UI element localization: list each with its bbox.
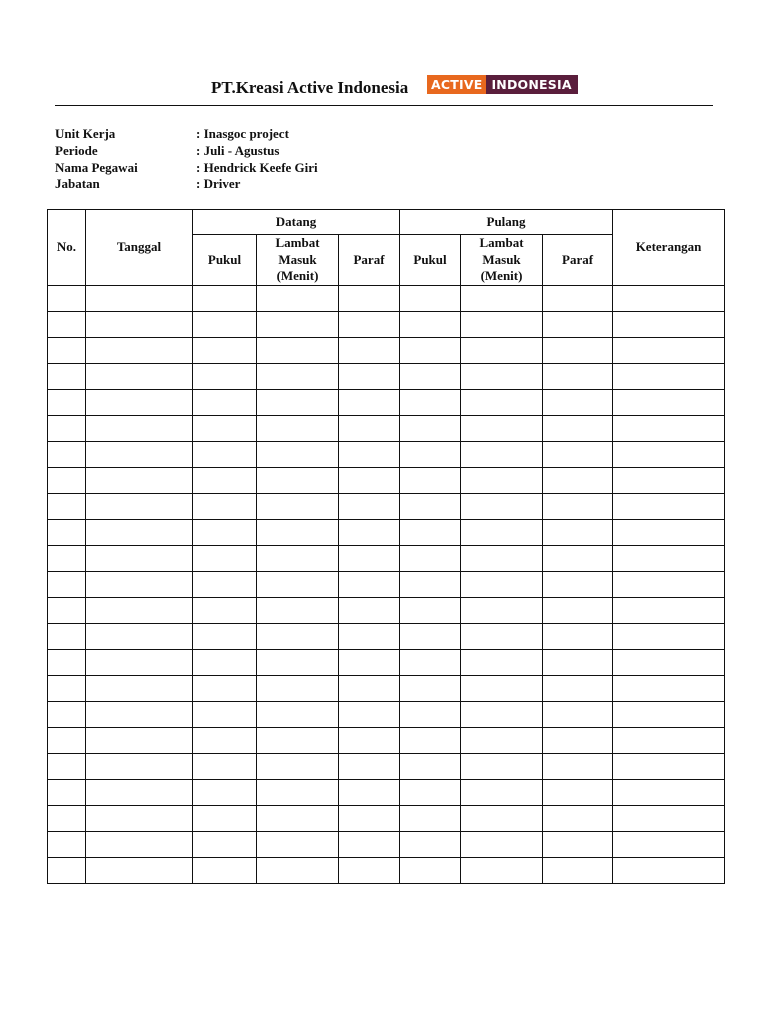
cell-tanggal [86, 416, 193, 442]
logo-active-text: ACTIVE [427, 75, 486, 94]
table-row [48, 806, 725, 832]
cell-datang-paraf [339, 572, 400, 598]
cell-pulang-paraf [543, 676, 613, 702]
info-label: Unit Kerja [55, 126, 116, 141]
cell-datang-lambat [257, 468, 339, 494]
cell-datang-lambat [257, 364, 339, 390]
table-row [48, 520, 725, 546]
cell-datang-paraf [339, 598, 400, 624]
cell-pulang-lambat [461, 468, 543, 494]
document-header [0, 72, 768, 104]
cell-no [48, 312, 86, 338]
cell-pulang-paraf [543, 624, 613, 650]
cell-datang-paraf [339, 728, 400, 754]
cell-datang-pukul [193, 468, 257, 494]
cell-keterangan [613, 572, 725, 598]
cell-no [48, 598, 86, 624]
cell-tanggal [86, 858, 193, 884]
cell-tanggal [86, 572, 193, 598]
active-indonesia-logo [427, 75, 578, 94]
cell-datang-pukul [193, 858, 257, 884]
col-header-no: No. [48, 210, 86, 286]
cell-tanggal [86, 728, 193, 754]
table-row [48, 364, 725, 390]
cell-pulang-lambat [461, 728, 543, 754]
cell-pulang-pukul [400, 416, 461, 442]
logo-indonesia-text: INDONESIA [486, 75, 577, 94]
table-row [48, 286, 725, 312]
cell-keterangan [613, 520, 725, 546]
cell-pulang-lambat [461, 546, 543, 572]
cell-pulang-paraf [543, 442, 613, 468]
col-header-datang-paraf: Paraf [339, 235, 400, 286]
table-row [48, 468, 725, 494]
table-row [48, 598, 725, 624]
cell-datang-pukul [193, 286, 257, 312]
cell-tanggal [86, 832, 193, 858]
cell-pulang-pukul [400, 676, 461, 702]
lambat-line: Masuk [482, 251, 521, 267]
cell-datang-lambat [257, 546, 339, 572]
cell-pulang-lambat [461, 520, 543, 546]
cell-datang-paraf [339, 494, 400, 520]
cell-datang-pukul [193, 494, 257, 520]
cell-pulang-pukul [400, 780, 461, 806]
cell-datang-lambat [257, 338, 339, 364]
cell-no [48, 858, 86, 884]
cell-keterangan [613, 676, 725, 702]
cell-pulang-paraf [543, 416, 613, 442]
cell-datang-lambat [257, 312, 339, 338]
info-row-nama-pegawai [55, 160, 318, 177]
cell-datang-paraf [339, 780, 400, 806]
cell-datang-pukul [193, 572, 257, 598]
col-header-datang: Datang [193, 210, 400, 235]
cell-datang-lambat [257, 858, 339, 884]
cell-datang-paraf [339, 364, 400, 390]
info-value: : Inasgoc project [196, 126, 289, 141]
cell-no [48, 468, 86, 494]
cell-pulang-lambat [461, 858, 543, 884]
employee-info [55, 126, 318, 193]
cell-datang-paraf [339, 390, 400, 416]
cell-pulang-paraf [543, 728, 613, 754]
cell-pulang-pukul [400, 468, 461, 494]
cell-no [48, 728, 86, 754]
cell-pulang-lambat [461, 572, 543, 598]
cell-tanggal [86, 494, 193, 520]
cell-pulang-paraf [543, 806, 613, 832]
cell-datang-paraf [339, 442, 400, 468]
attendance-table [47, 209, 725, 884]
cell-pulang-lambat [461, 364, 543, 390]
cell-tanggal [86, 598, 193, 624]
cell-pulang-paraf [543, 338, 613, 364]
info-value: : Juli - Agustus [196, 142, 280, 158]
cell-tanggal [86, 312, 193, 338]
cell-pulang-pukul [400, 754, 461, 780]
cell-pulang-paraf [543, 832, 613, 858]
cell-datang-lambat [257, 676, 339, 702]
cell-pulang-lambat [461, 806, 543, 832]
cell-datang-paraf [339, 338, 400, 364]
cell-no [48, 546, 86, 572]
cell-datang-pukul [193, 546, 257, 572]
cell-keterangan [613, 286, 725, 312]
table-row [48, 780, 725, 806]
table-row [48, 676, 725, 702]
cell-pulang-lambat [461, 390, 543, 416]
cell-pulang-lambat [461, 338, 543, 364]
cell-pulang-paraf [543, 780, 613, 806]
cell-pulang-pukul [400, 702, 461, 728]
cell-tanggal [86, 442, 193, 468]
cell-datang-lambat [257, 754, 339, 780]
cell-pulang-paraf [543, 520, 613, 546]
info-label: Jabatan [55, 176, 100, 192]
cell-tanggal [86, 650, 193, 676]
cell-pulang-pukul [400, 494, 461, 520]
cell-tanggal [86, 780, 193, 806]
cell-pulang-pukul [400, 338, 461, 364]
cell-keterangan [613, 468, 725, 494]
cell-keterangan [613, 416, 725, 442]
cell-no [48, 416, 86, 442]
col-header-datang-lambat [257, 235, 339, 286]
cell-datang-pukul [193, 832, 257, 858]
cell-tanggal [86, 624, 193, 650]
cell-no [48, 442, 86, 468]
cell-tanggal [86, 676, 193, 702]
cell-datang-paraf [339, 754, 400, 780]
cell-tanggal [86, 286, 193, 312]
cell-datang-lambat [257, 520, 339, 546]
cell-pulang-pukul [400, 650, 461, 676]
table-row [48, 754, 725, 780]
cell-pulang-pukul [400, 598, 461, 624]
cell-no [48, 520, 86, 546]
cell-keterangan [613, 494, 725, 520]
cell-datang-lambat [257, 832, 339, 858]
cell-datang-lambat [257, 494, 339, 520]
cell-datang-paraf [339, 676, 400, 702]
cell-pulang-pukul [400, 858, 461, 884]
lambat-line: Lambat [275, 235, 320, 251]
cell-pulang-lambat [461, 624, 543, 650]
cell-pulang-lambat [461, 286, 543, 312]
cell-pulang-lambat [461, 702, 543, 728]
cell-pulang-pukul [400, 572, 461, 598]
cell-no [48, 780, 86, 806]
cell-pulang-paraf [543, 858, 613, 884]
table-body [48, 286, 725, 884]
cell-no [48, 832, 86, 858]
cell-datang-lambat [257, 624, 339, 650]
col-header-datang-pukul: Pukul [193, 235, 257, 286]
cell-keterangan [613, 832, 725, 858]
cell-pulang-lambat [461, 832, 543, 858]
cell-pulang-pukul [400, 624, 461, 650]
lambat-line: (Menit) [480, 268, 523, 284]
cell-datang-paraf [339, 416, 400, 442]
cell-pulang-lambat [461, 780, 543, 806]
table-row [48, 442, 725, 468]
cell-pulang-lambat [461, 598, 543, 624]
cell-datang-lambat [257, 650, 339, 676]
cell-pulang-pukul [400, 312, 461, 338]
cell-keterangan [613, 780, 725, 806]
cell-no [48, 390, 86, 416]
cell-pulang-paraf [543, 364, 613, 390]
col-header-pulang-lambat [461, 235, 543, 286]
cell-keterangan [613, 312, 725, 338]
cell-datang-lambat [257, 728, 339, 754]
cell-keterangan [613, 624, 725, 650]
cell-keterangan [613, 806, 725, 832]
cell-datang-pukul [193, 442, 257, 468]
cell-keterangan [613, 858, 725, 884]
cell-keterangan [613, 546, 725, 572]
cell-pulang-paraf [543, 286, 613, 312]
cell-datang-pukul [193, 702, 257, 728]
cell-no [48, 650, 86, 676]
cell-datang-pukul [193, 598, 257, 624]
cell-datang-pukul [193, 520, 257, 546]
cell-datang-paraf [339, 546, 400, 572]
col-header-keterangan: Keterangan [613, 210, 725, 286]
col-header-pulang: Pulang [400, 210, 613, 235]
cell-no [48, 364, 86, 390]
lambat-line: Masuk [278, 251, 317, 267]
cell-keterangan [613, 650, 725, 676]
cell-pulang-lambat [461, 312, 543, 338]
table-row [48, 702, 725, 728]
cell-pulang-paraf [543, 650, 613, 676]
cell-keterangan [613, 702, 725, 728]
cell-pulang-pukul [400, 520, 461, 546]
cell-datang-pukul [193, 650, 257, 676]
cell-pulang-paraf [543, 754, 613, 780]
cell-tanggal [86, 702, 193, 728]
cell-tanggal [86, 754, 193, 780]
cell-datang-paraf [339, 858, 400, 884]
cell-tanggal [86, 520, 193, 546]
table-row [48, 858, 725, 884]
cell-tanggal [86, 806, 193, 832]
cell-datang-paraf [339, 286, 400, 312]
lambat-line: Lambat [479, 235, 524, 251]
col-header-pulang-pukul: Pukul [400, 235, 461, 286]
info-row-unit-kerja [55, 126, 318, 143]
cell-pulang-pukul [400, 364, 461, 390]
cell-datang-pukul [193, 416, 257, 442]
cell-datang-paraf [339, 312, 400, 338]
cell-datang-paraf [339, 650, 400, 676]
cell-pulang-pukul [400, 286, 461, 312]
cell-datang-lambat [257, 286, 339, 312]
table-row [48, 572, 725, 598]
cell-datang-pukul [193, 624, 257, 650]
cell-datang-lambat [257, 572, 339, 598]
cell-tanggal [86, 468, 193, 494]
cell-no [48, 624, 86, 650]
cell-no [48, 338, 86, 364]
info-row-jabatan [55, 176, 318, 193]
cell-pulang-paraf [543, 572, 613, 598]
cell-datang-pukul [193, 390, 257, 416]
cell-pulang-paraf [543, 494, 613, 520]
cell-keterangan [613, 338, 725, 364]
cell-pulang-pukul [400, 806, 461, 832]
cell-pulang-lambat [461, 650, 543, 676]
cell-pulang-paraf [543, 312, 613, 338]
cell-pulang-lambat [461, 494, 543, 520]
table-row [48, 390, 725, 416]
cell-pulang-lambat [461, 416, 543, 442]
col-header-tanggal: Tanggal [86, 210, 193, 286]
cell-no [48, 286, 86, 312]
cell-pulang-pukul [400, 546, 461, 572]
cell-keterangan [613, 598, 725, 624]
info-value: : Driver [196, 176, 241, 192]
cell-pulang-lambat [461, 442, 543, 468]
table-row [48, 832, 725, 858]
cell-keterangan [613, 364, 725, 390]
cell-keterangan [613, 390, 725, 416]
cell-datang-lambat [257, 442, 339, 468]
cell-datang-paraf [339, 832, 400, 858]
table-row [48, 624, 725, 650]
cell-pulang-pukul [400, 832, 461, 858]
cell-datang-lambat [257, 598, 339, 624]
info-row-periode [55, 143, 318, 160]
cell-pulang-paraf [543, 390, 613, 416]
cell-datang-lambat [257, 806, 339, 832]
table-row [48, 416, 725, 442]
cell-no [48, 754, 86, 780]
header-row-top [48, 210, 725, 235]
cell-tanggal [86, 338, 193, 364]
table-row [48, 546, 725, 572]
lambat-line: (Menit) [276, 268, 319, 284]
cell-no [48, 676, 86, 702]
cell-pulang-paraf [543, 598, 613, 624]
cell-pulang-pukul [400, 390, 461, 416]
cell-datang-lambat [257, 780, 339, 806]
cell-datang-pukul [193, 364, 257, 390]
cell-datang-paraf [339, 702, 400, 728]
cell-keterangan [613, 754, 725, 780]
cell-no [48, 702, 86, 728]
cell-datang-paraf [339, 806, 400, 832]
cell-pulang-pukul [400, 728, 461, 754]
cell-tanggal [86, 546, 193, 572]
cell-pulang-pukul [400, 442, 461, 468]
header-divider [55, 105, 713, 106]
cell-datang-paraf [339, 520, 400, 546]
table-row [48, 312, 725, 338]
cell-pulang-paraf [543, 468, 613, 494]
cell-datang-lambat [257, 416, 339, 442]
cell-pulang-lambat [461, 754, 543, 780]
cell-datang-pukul [193, 754, 257, 780]
cell-pulang-lambat [461, 676, 543, 702]
cell-datang-pukul [193, 728, 257, 754]
cell-pulang-paraf [543, 546, 613, 572]
col-header-pulang-paraf: Paraf [543, 235, 613, 286]
cell-datang-paraf [339, 624, 400, 650]
cell-datang-pukul [193, 780, 257, 806]
cell-datang-pukul [193, 338, 257, 364]
cell-datang-pukul [193, 806, 257, 832]
cell-tanggal [86, 364, 193, 390]
info-label: Periode [55, 142, 98, 158]
table-row [48, 338, 725, 364]
cell-keterangan [613, 728, 725, 754]
cell-datang-paraf [339, 468, 400, 494]
cell-datang-lambat [257, 390, 339, 416]
cell-datang-pukul [193, 676, 257, 702]
cell-tanggal [86, 390, 193, 416]
table-row [48, 650, 725, 676]
cell-no [48, 806, 86, 832]
info-value: : Hendrick Keefe Giri [196, 159, 318, 175]
cell-no [48, 494, 86, 520]
cell-datang-pukul [193, 312, 257, 338]
cell-no [48, 572, 86, 598]
company-title: PT.Kreasi Active Indonesia [211, 78, 409, 97]
info-label: Nama Pegawai [55, 159, 138, 175]
cell-keterangan [613, 442, 725, 468]
table-row [48, 494, 725, 520]
table-row [48, 728, 725, 754]
cell-pulang-paraf [543, 702, 613, 728]
cell-datang-lambat [257, 702, 339, 728]
